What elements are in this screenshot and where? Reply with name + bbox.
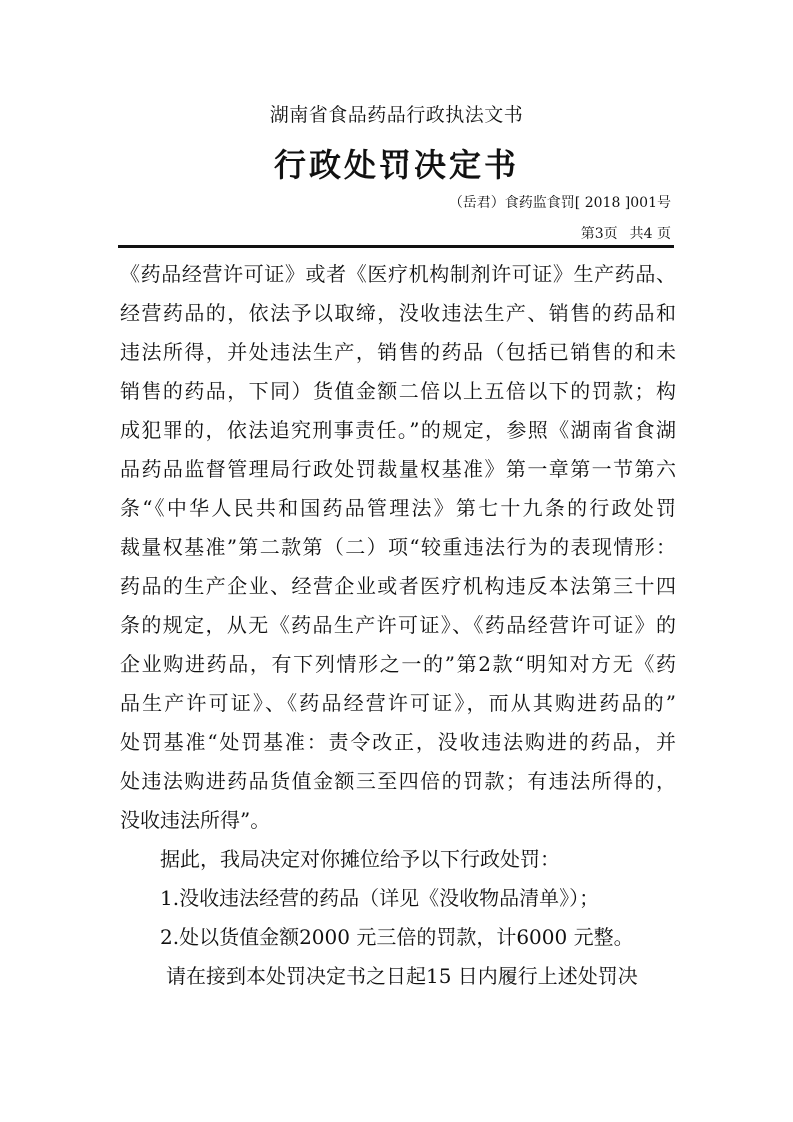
page-indicator <box>581 223 671 243</box>
body-line: 经营药品的，依法予以取缔，没收违法生产、销售的药品和 <box>120 301 676 325</box>
decision-intro: 据此，我局决定对你摊位给予以下行政处罚： <box>160 847 560 871</box>
body-line: 条的规定，从无《药品生产许可证》、《药品经营许可证》的 <box>120 613 676 637</box>
body-line: 违法所得，并处违法生产，销售的药品（包括已销售的和未 <box>120 340 676 364</box>
body-line: 处罚基准“处罚基准：责令改正，没收违法购进的药品，并 <box>120 730 676 754</box>
payment-notice: 请在接到本处罚决定书之日起15 日内履行上述处罚决 <box>166 964 638 988</box>
penalty-item-2: 2.处以货值金额2000 元三倍的罚款，计6000 元整。 <box>160 925 634 949</box>
body-line: 成犯罪的，依法追究刑事责任。”的规定，参照《湖南省食湖 <box>120 418 676 442</box>
page-total: 共4 页 <box>629 226 671 242</box>
body-line: 处违法购进药品货值金额三至四倍的罚款；有违法所得的， <box>120 769 676 793</box>
body-line: 没收违法所得”。 <box>120 808 271 832</box>
penalty-item-1: 1.没收违法经营的药品（详见《没收物品清单》）； <box>160 886 600 910</box>
body-line: 裁量权基准”第二款第（二）项“较重违法行为的表现情形： <box>120 535 676 559</box>
body-line: 药品的生产企业、经营企业或者医疗机构违反本法第三十四 <box>120 574 676 598</box>
body-line: 品生产许可证》、《药品经营许可证》，而从其购进药品的” <box>120 691 676 715</box>
body-line: 条“《中华人民共和国药品管理法》第七十九条的行政处罚 <box>120 496 676 520</box>
header-divider <box>118 245 674 248</box>
body-line: 品药品监督管理局行政处罚裁量权基准》第一章第一节第六 <box>120 457 676 481</box>
body-line: 企业购进药品，有下列情形之一的”第2款“明知对方无《药 <box>120 652 676 676</box>
page-current: 第3页 <box>580 226 618 242</box>
document-organization: 湖南省食品药品行政执法文书 <box>269 104 524 126</box>
body-line: 销售的药品，下同）货值金额二倍以上五倍以下的罚款；构 <box>120 379 676 403</box>
document-body <box>120 255 676 996</box>
document-title: 行政处罚决定书 <box>273 146 519 184</box>
document-number: （岳君）食药监食罚[ 2018 ]001号 <box>448 195 671 211</box>
body-line: 《药品经营许可证》或者《医疗机构制剂许可证》生产药品、 <box>120 262 676 286</box>
